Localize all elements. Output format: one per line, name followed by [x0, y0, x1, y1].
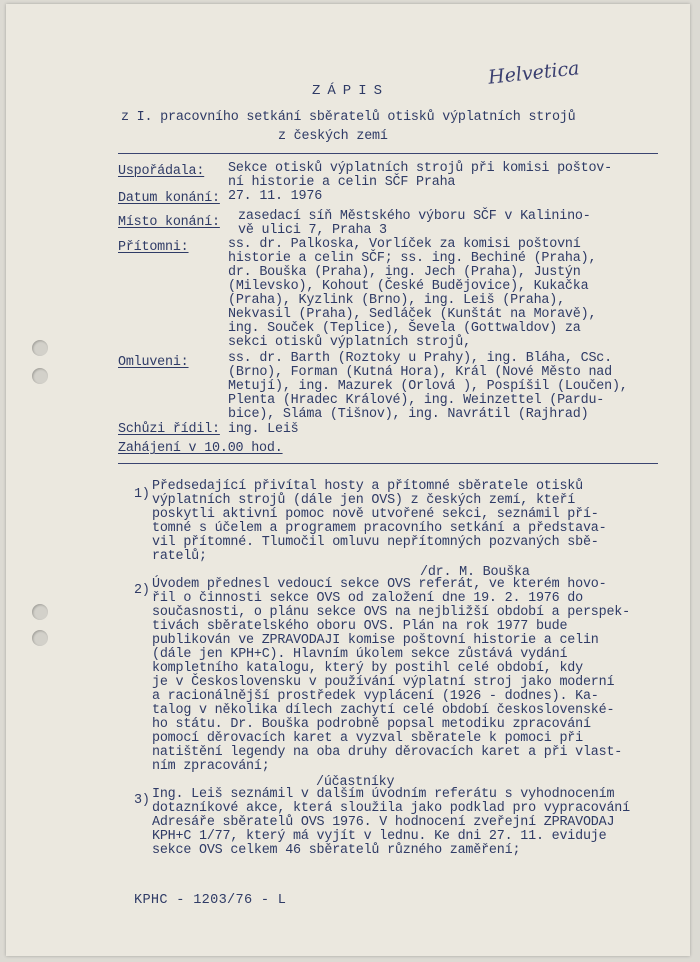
attendees-label: Přítomni:	[118, 240, 189, 255]
divider	[118, 463, 658, 464]
item-line: a racionálnější prostředek vyplácení (1926 - dodnes). Ka-	[152, 689, 599, 704]
organizer-label: Uspořádala:	[118, 164, 205, 179]
handwritten-note: Helvetica	[487, 57, 581, 89]
divider	[118, 153, 658, 154]
organizer-line: ní historie a celin SČF Praha	[228, 175, 456, 190]
item-line: výplatních strojů (dále jen OVS) z českých zemí, kteří	[152, 493, 576, 508]
attendees-line: ss. dr. Palkoska, Vorlíček za komisi poštovní	[228, 237, 581, 252]
item-line: talog v několika dílech zachytí celé období československé-	[152, 703, 615, 718]
chair-label: Schůzi řídil:	[118, 422, 220, 437]
item-line: sekce OVS celkem 46 sběratelů různého zaměření;	[152, 843, 521, 858]
attendees-line: (Milevsko), Kohout (České Budějovice), Kukačka	[228, 279, 589, 294]
item-line: kompletního katalogu, který by postihl celé období, kdy	[152, 661, 583, 676]
item-line: ním zpracování;	[152, 759, 270, 774]
item-number: 3)	[134, 793, 150, 808]
item-number: 1)	[134, 487, 150, 502]
item-line: současnosti, o plánu sekce OVS na nejbližší období a perspek-	[152, 605, 630, 620]
item-line: Adresáře sběratelů OVS 1976. V hodnocení zveřejní ZPRAVODAJ	[152, 815, 615, 830]
item-line: tomné s účelem a programem pracovního setkání a představa-	[152, 521, 607, 536]
document-title: ZÁPIS	[312, 83, 390, 99]
chair-value: ing. Leiš	[228, 422, 299, 437]
item-line: Předsedající přivítal hosty a přítomné sběratele otisků	[152, 479, 583, 494]
date-value: 27. 11. 1976	[228, 189, 323, 204]
excused-label: Omluveni:	[118, 355, 189, 370]
item-line: (dále jen KPH+C). Hlavním úkolem sekce zůstává vydání	[152, 647, 568, 662]
excused-line: Plenta (Hradec Králové), ing. Weinzettel (Pardu-	[228, 393, 605, 408]
item-line: publikován ve ZPRAVODAJI komise poštovní historie a celin	[152, 633, 599, 648]
item-line: dotazníkové akce, která sloužila jako podklad pro vypracování	[152, 801, 630, 816]
start-time: Zahájení v 10.00 hod.	[118, 441, 283, 456]
excused-line: bice), Sláma (Tišnov), ing. Navrátil (Rajhrad)	[228, 407, 589, 422]
attendees-line: ing. Souček (Teplice), Ševela (Gottwaldov) za	[228, 321, 581, 336]
punch-hole	[32, 604, 48, 620]
date-label: Datum konání:	[118, 191, 220, 206]
attendees-line: historie a celin SČF; ss. ing. Bechiné (Praha),	[228, 251, 597, 266]
attendees-line: dr. Bouška (Praha), ing. Jech (Praha), Justýn	[228, 265, 581, 280]
organizer-line: Sekce otisků výplatních strojů při komisi poštov-	[228, 161, 612, 176]
item-line: KPH+C 1/77, který má vyjít v lednu. Ke dni 27. 11. eviduje	[152, 829, 607, 844]
attendees-line: (Praha), Kyzlink (Brno), ing. Leiš (Praha),	[228, 293, 565, 308]
venue-line: zasedací síň Městského výboru SČF v Kalinino-	[238, 209, 591, 224]
punch-hole	[32, 630, 48, 646]
item-line: Ing. Leiš seznámil v dalším úvodním referátu s vyhodnocením	[152, 787, 615, 802]
item-line: pomocí děrovacích karet a vyzval sběratele k pomoci při	[152, 731, 583, 746]
excused-line: ss. dr. Barth (Roztoky u Prahy), ing. Bláha, CSc.	[228, 351, 612, 366]
subtitle-line: z českých zemí	[278, 129, 388, 144]
attendees-line: sekci otisků výplatních strojů,	[228, 335, 471, 350]
item-signature: /dr. M. Bouška	[420, 565, 530, 580]
subtitle-line: z I. pracovního setkání sběratelů otisků výplatních strojů	[121, 110, 576, 125]
document-reference: KPHC - 1203/76 - L	[134, 893, 287, 908]
excused-line: Metují), ing. Mazurek (Orlová ), Pospíšil (Loučen),	[228, 379, 628, 394]
item-number: 2)	[134, 583, 150, 598]
punch-hole	[32, 340, 48, 356]
venue-label: Místo konání:	[118, 215, 220, 230]
item-line: je v Československu v používání výplatní stroj jako moderní	[152, 675, 615, 690]
item-line: Úvodem přednesl vedoucí sekce OVS referát, ve kterém hovo-	[152, 577, 607, 592]
item-line: řil o činnosti sekce OVS od založení dne 19. 2. 1976 do	[152, 591, 583, 606]
punch-hole	[32, 368, 48, 384]
attendees-line: Nekvasil (Praha), Sedláček (Kunštát na Moravě),	[228, 307, 597, 322]
excused-line: (Brno), Forman (Kutná Hora), Král (Nové Město nad	[228, 365, 612, 380]
venue-line: vě ulici 7, Praha 3	[238, 223, 387, 238]
item-line: ho státu. Dr. Bouška podrobně popsal metodiku zpracování	[152, 717, 591, 732]
item-line: natištění legendy na oba druhy děrovacích karet a při vlast-	[152, 745, 623, 760]
item-line: poskytli aktivní pomoc nově utvořené sekci, seznámil pří-	[152, 507, 599, 522]
item-line: vil přítomné. Tlumočil omluvu nepřítomných pozvaných sbě-	[152, 535, 599, 550]
item-line: tivách sběratelského oboru OVS. Plán na rok 1977 bude	[152, 619, 568, 634]
item-insertion: /účastníky	[316, 775, 395, 790]
document-page	[6, 4, 690, 956]
item-line: ratelů;	[152, 549, 207, 564]
